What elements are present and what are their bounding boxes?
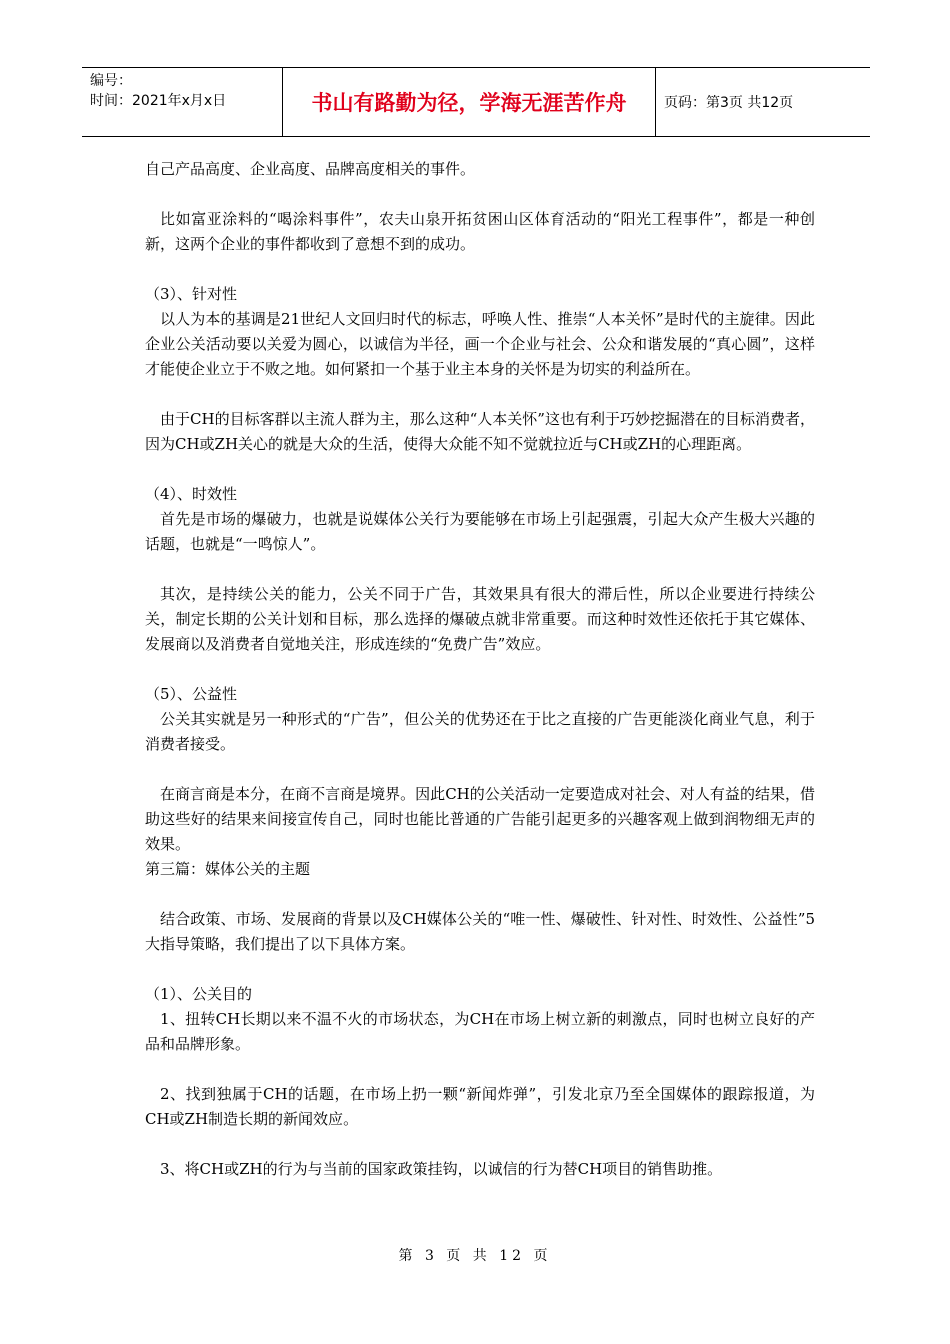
- list-item: 1、扭转CH长期以来不温不火的市场状态，为CH在市场上树立新的刺激点，同时也树立良好的产品和品牌形象。: [145, 1010, 815, 1053]
- chapter-heading: 第三篇：媒体公关的主题: [145, 860, 311, 878]
- document-body: [145, 157, 815, 1182]
- paragraph: 比如富亚涂料的“喝涂料事件”，农夫山泉开拓贫困山区体育活动的“阳光工程事件”，都是一种创新，这两个企业的事件都收到了意想不到的成功。: [145, 210, 815, 253]
- paragraph: 公关其实就是另一种形式的“广告”，但公关的优势还在于比之直接的广告更能淡化商业气息，利于消费者接受。: [145, 710, 815, 753]
- header-page-number: 页码：第3页 共12页: [664, 95, 794, 111]
- section-heading: （3）、针对性: [145, 285, 238, 303]
- header-slogan: 书山有路勤为径，学海无涯苦作舟: [282, 68, 656, 136]
- document-number: 编号：: [90, 73, 132, 89]
- paragraph: 由于CH的目标客群以主流人群为主，那么这种“人本关怀”这也有利于巧妙挖掘潜在的目标消费者，因为CH或ZH关心的就是大众的生活，使得大众能不知不觉就拉近与CH或ZH的心理距离。: [145, 410, 815, 453]
- section-heading: （4）、时效性: [145, 485, 238, 503]
- paragraph: 结合政策、市场、发展商的背景以及CH媒体公关的“唯一性、爆破性、针对性、时效性、公益性”5大指导策略，我们提出了以下具体方案。: [145, 910, 815, 953]
- page-footer: 第 3 页 共 12 页: [398, 1248, 552, 1264]
- header-info: [82, 68, 282, 136]
- paragraph: 以人为本的基调是21世纪人文回归时代的标志，呼唤人性、推崇“人本关怀”是时代的主旋律。因此企业公关活动要以关爱为圆心，以诚信为半径，画一个企业与社会、公众和谐发展的“真心圆”，这样才能使企业立于不败之地。如何紧扣一个基于业主本身的关怀是为切实的利益所在。: [145, 310, 815, 378]
- list-item: 2、找到独属于CH的话题，在市场上扔一颗“新闻炸弹”，引发北京乃至全国媒体的跟踪报道，为CH或ZH制造长期的新闻效应。: [145, 1085, 815, 1128]
- section-heading: （5）、公益性: [145, 685, 238, 703]
- paragraph: 其次，是持续公关的能力，公关不同于广告，其效果具有很大的滞后性，所以企业要进行持续公关，制定长期的公关计划和目标，那么选择的爆破点就非常重要。而这种时效性还依托于其它媒体、发展商以及消费者自觉地关注，形成连续的“免费广告”效应。: [145, 585, 815, 653]
- document-date: 时间：2021年x月x日: [90, 93, 227, 109]
- paragraph: 首先是市场的爆破力，也就是说媒体公关行为要能够在市场上引起强震，引起大众产生极大兴趣的话题，也就是“一鸣惊人”。: [145, 510, 815, 553]
- paragraph: 在商言商是本分，在商不言商是境界。因此CH的公关活动一定要造成对社会、对人有益的结果，借助这些好的结果来间接宣传自己，同时也能比普通的广告能引起更多的兴趣客观上做到润物细无声的效果。: [145, 785, 815, 853]
- paragraph: 自己产品高度、企业高度、品牌高度相关的事件。: [145, 160, 476, 178]
- page-header: [82, 67, 870, 137]
- section-heading: （1）、公关目的: [145, 985, 253, 1003]
- list-item: 3、将CH或ZH的行为与当前的国家政策挂钩，以诚信的行为替CH项目的销售助推。: [160, 1160, 723, 1178]
